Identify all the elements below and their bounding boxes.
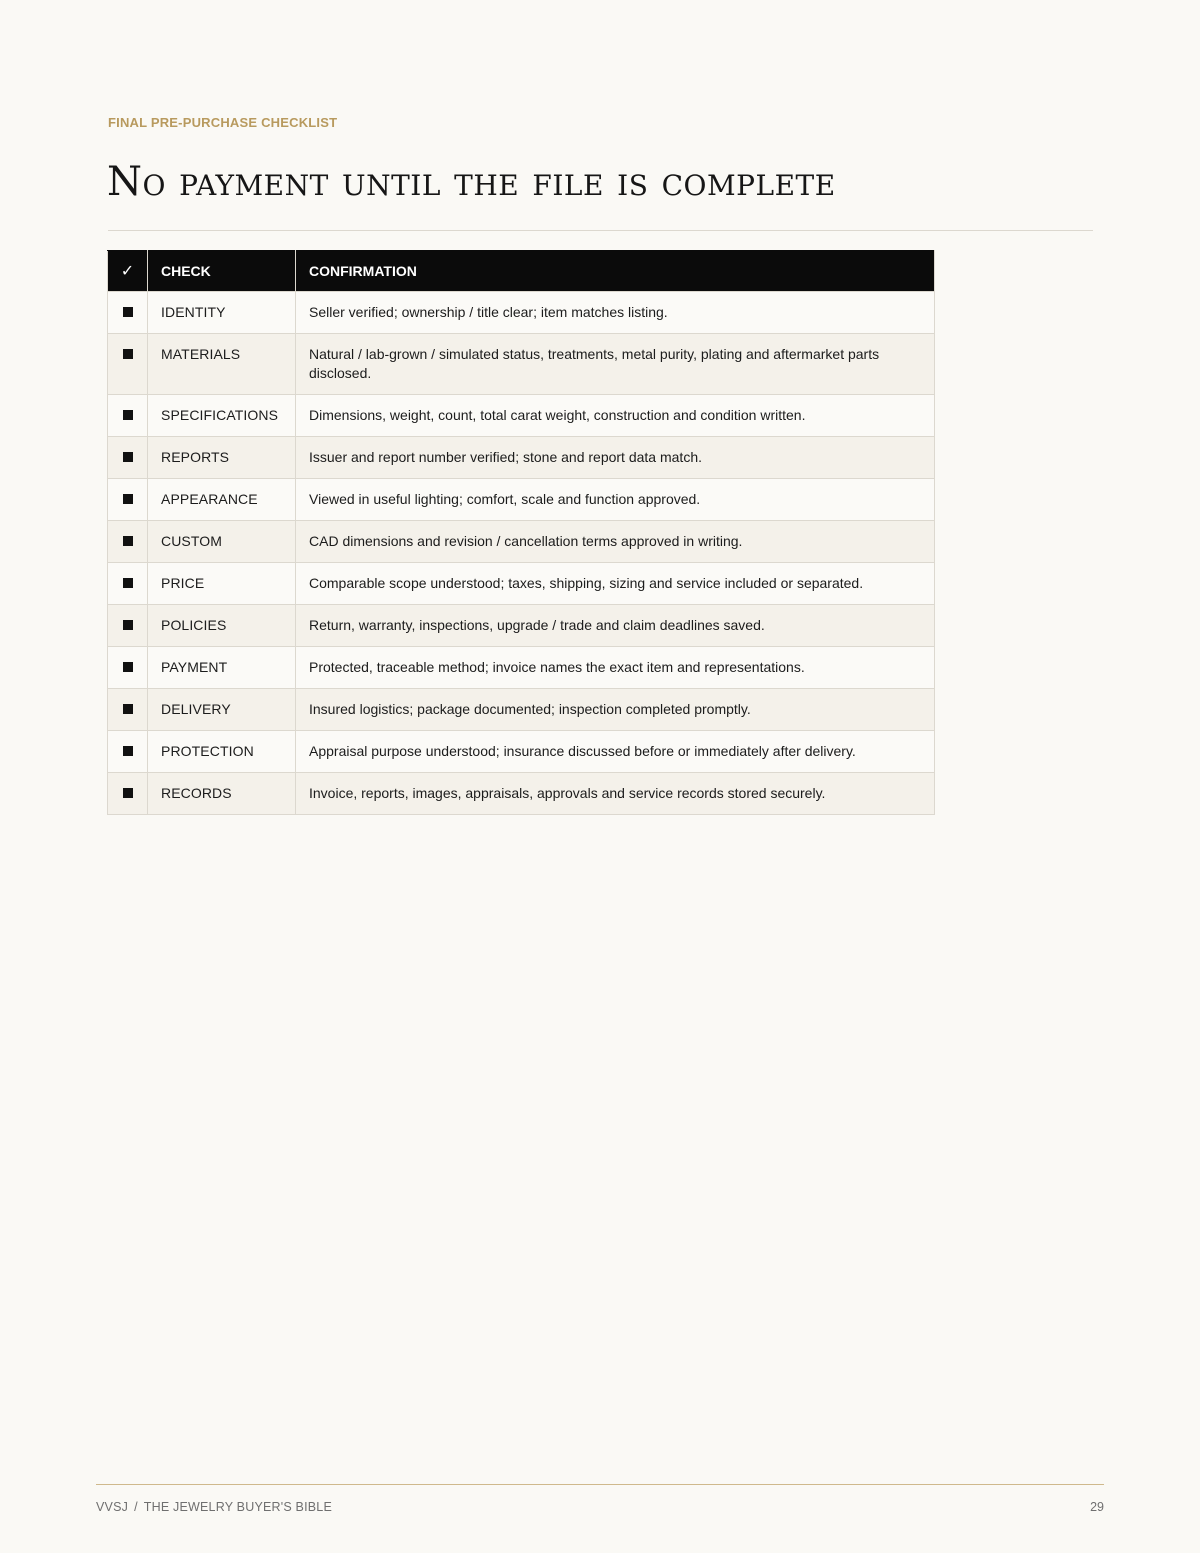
checkmark-column-header: ✓	[108, 251, 148, 292]
checkbox-cell[interactable]	[108, 479, 148, 521]
confirmation-text: Viewed in useful lighting; comfort, scale and function approved.	[296, 479, 935, 521]
checkbox-square-icon[interactable]	[123, 746, 133, 756]
check-label: PAYMENT	[148, 647, 296, 689]
checkbox-cell[interactable]	[108, 334, 148, 395]
check-label: IDENTITY	[148, 292, 296, 334]
section-eyebrow: FINAL PRE-PURCHASE CHECKLIST	[108, 115, 338, 130]
table-row	[108, 521, 935, 563]
checkbox-square-icon[interactable]	[123, 494, 133, 504]
checkbox-cell[interactable]	[108, 605, 148, 647]
checkbox-cell[interactable]	[108, 689, 148, 731]
check-label: DELIVERY	[148, 689, 296, 731]
confirmation-text: Insured logistics; package documented; inspection completed promptly.	[296, 689, 935, 731]
check-label: PROTECTION	[148, 731, 296, 773]
checkbox-square-icon[interactable]	[123, 349, 133, 359]
footer-brand: VVSJ	[96, 1500, 129, 1514]
check-label: APPEARANCE	[148, 479, 296, 521]
confirmation-text: Natural / lab-grown / simulated status, treatments, metal purity, plating and aftermarket parts disclosed.	[296, 334, 935, 395]
table-row	[108, 479, 935, 521]
checkbox-square-icon[interactable]	[123, 662, 133, 672]
check-label: SPECIFICATIONS	[148, 395, 296, 437]
check-label: PRICE	[148, 563, 296, 605]
check-label: CUSTOM	[148, 521, 296, 563]
checkbox-cell[interactable]	[108, 773, 148, 815]
checkbox-square-icon[interactable]	[123, 452, 133, 462]
checkbox-cell[interactable]	[108, 563, 148, 605]
footer-divider	[96, 1484, 1104, 1485]
confirmation-text: Protected, traceable method; invoice names the exact item and representations.	[296, 647, 935, 689]
confirmation-text: Invoice, reports, images, appraisals, approvals and service records stored securely.	[296, 773, 935, 815]
check-label: MATERIALS	[148, 334, 296, 395]
confirmation-column-header: CONFIRMATION	[296, 251, 935, 292]
checklist-table	[107, 250, 935, 815]
checkbox-square-icon[interactable]	[123, 788, 133, 798]
checkbox-square-icon[interactable]	[123, 307, 133, 317]
checkbox-square-icon[interactable]	[123, 704, 133, 714]
checkbox-square-icon[interactable]	[123, 536, 133, 546]
checkbox-cell[interactable]	[108, 731, 148, 773]
title-divider	[108, 230, 1093, 231]
table-row	[108, 437, 935, 479]
check-label: POLICIES	[148, 605, 296, 647]
confirmation-text: Return, warranty, inspections, upgrade / trade and claim deadlines saved.	[296, 605, 935, 647]
confirmation-text: Comparable scope understood; taxes, shipping, sizing and service included or separated.	[296, 563, 935, 605]
checkbox-square-icon[interactable]	[123, 578, 133, 588]
confirmation-text: Issuer and report number verified; stone and report data match.	[296, 437, 935, 479]
checkbox-square-icon[interactable]	[123, 620, 133, 630]
checkbox-cell[interactable]	[108, 647, 148, 689]
check-label: RECORDS	[148, 773, 296, 815]
table-row	[108, 563, 935, 605]
checkbox-square-icon[interactable]	[123, 410, 133, 420]
table-row	[108, 334, 935, 395]
checkbox-cell[interactable]	[108, 521, 148, 563]
checkbox-cell[interactable]	[108, 395, 148, 437]
footer-separator: /	[134, 1500, 138, 1514]
table-row	[108, 731, 935, 773]
confirmation-text: Dimensions, weight, count, total carat weight, construction and condition written.	[296, 395, 935, 437]
table-row	[108, 395, 935, 437]
table-row	[108, 689, 935, 731]
table-row	[108, 292, 935, 334]
page-title: No payment until the file is complete	[107, 159, 836, 205]
checkbox-cell[interactable]	[108, 437, 148, 479]
check-label: REPORTS	[148, 437, 296, 479]
confirmation-text: CAD dimensions and revision / cancellation terms approved in writing.	[296, 521, 935, 563]
table-row	[108, 773, 935, 815]
check-column-header: CHECK	[148, 251, 296, 292]
footer-running-title	[96, 1500, 332, 1514]
footer-publication: THE JEWELRY BUYER'S BIBLE	[143, 1500, 332, 1514]
table-row	[108, 605, 935, 647]
confirmation-text: Seller verified; ownership / title clear; item matches listing.	[296, 292, 935, 334]
page-number: 29	[1090, 1500, 1104, 1514]
table-header-row	[108, 251, 935, 292]
table-row	[108, 647, 935, 689]
checkbox-cell[interactable]	[108, 292, 148, 334]
confirmation-text: Appraisal purpose understood; insurance discussed before or immediately after delivery.	[296, 731, 935, 773]
